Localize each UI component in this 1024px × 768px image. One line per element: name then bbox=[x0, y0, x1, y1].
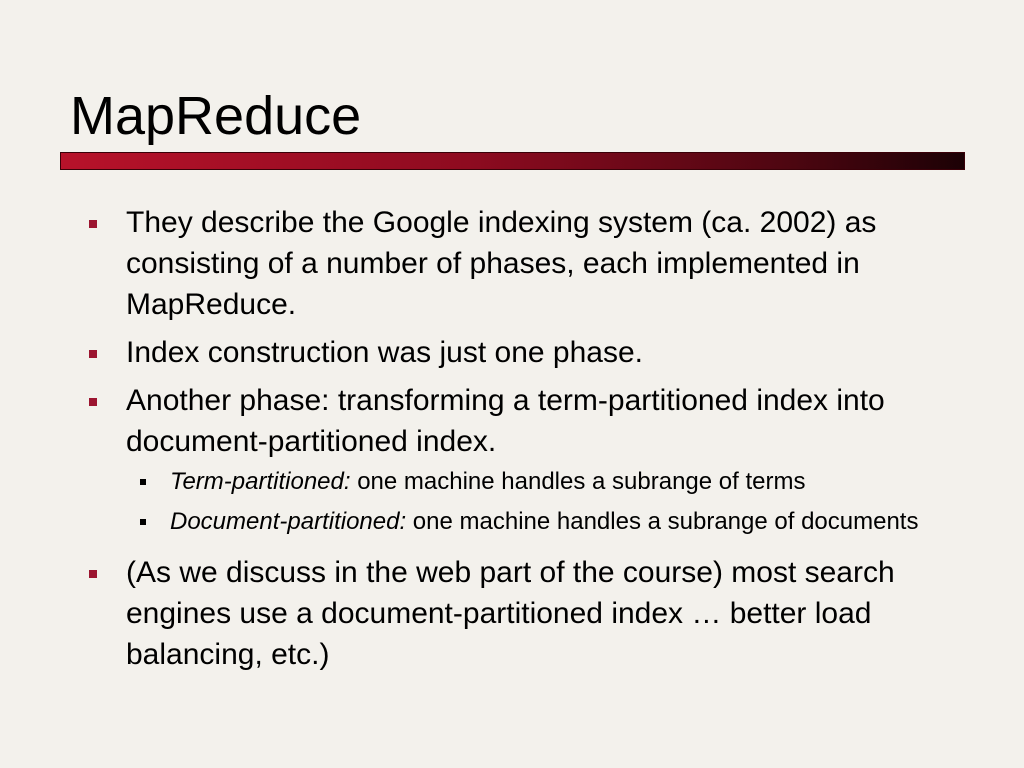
slide-title: MapReduce bbox=[70, 86, 362, 146]
square-bullet-icon bbox=[140, 519, 146, 525]
bullet-text: (As we discuss in the web part of the course) most search engines use a document-partitioned index … better load balancing, etc.) bbox=[126, 556, 895, 671]
sub-bullet-item bbox=[126, 505, 954, 538]
sub-bullet-text: one machine handles a subrange of terms bbox=[350, 468, 806, 495]
bullet-item bbox=[84, 332, 954, 373]
bullet-list bbox=[84, 202, 954, 675]
square-bullet-icon bbox=[140, 479, 146, 485]
bullet-text: Another phase: transforming a term-partitioned index into document-partitioned index. bbox=[126, 384, 885, 458]
square-bullet-icon bbox=[89, 350, 97, 358]
bullet-item bbox=[84, 380, 954, 462]
square-bullet-icon bbox=[89, 570, 97, 578]
title-divider-bar bbox=[60, 152, 965, 170]
sub-bullet-text: one machine handles a subrange of documents bbox=[406, 508, 919, 535]
sub-bullet-term: Document-partitioned: bbox=[170, 508, 407, 535]
bullet-item bbox=[84, 552, 954, 675]
sub-bullet-item bbox=[126, 465, 954, 498]
square-bullet-icon bbox=[89, 220, 97, 228]
sub-bullet-term: Term-partitioned: bbox=[170, 468, 351, 495]
bullet-text: Index construction was just one phase. bbox=[126, 336, 643, 369]
bullet-item bbox=[84, 202, 954, 325]
bullet-text: They describe the Google indexing system (ca. 2002) as consisting of a number of phases, each implemented in MapReduce. bbox=[126, 206, 877, 321]
square-bullet-icon bbox=[89, 398, 97, 406]
